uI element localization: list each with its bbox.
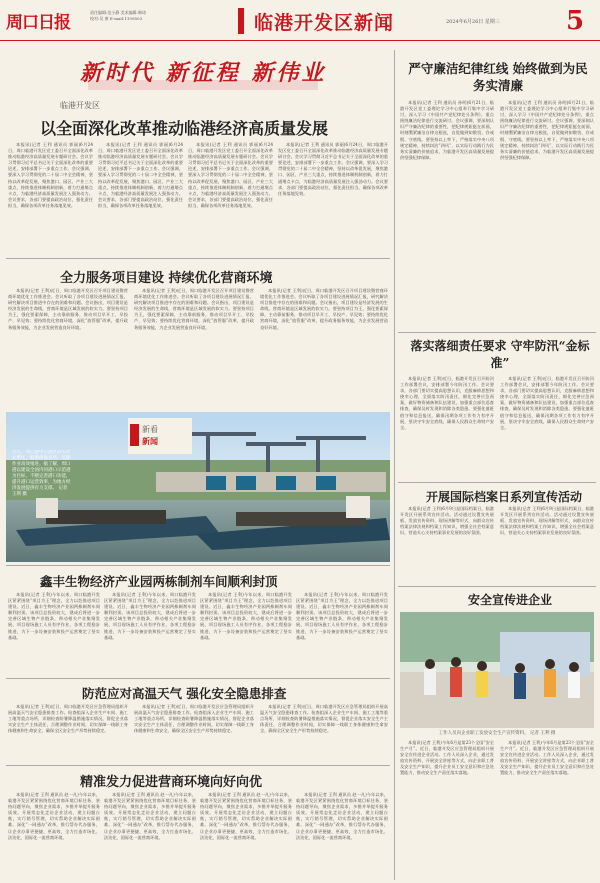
story3-body-col2 xyxy=(104,592,196,674)
story3-body-cont: 本报讯(记者 王利)今年以来，周口临港开发区紧紧围绕“项目为王”理念，全力以赴推进项目建设。近日，鑫丰生物经济产业园两栋制剂车间顺利封顶。该项目总投资较大，建成后将进一步完善区域生物产业链条，带动相关产业集聚发展。项目现场施工人员有序作业，各项工程稳步推进，为下一步设备安装和投产运营奠定了坚实基础。 xyxy=(296,592,388,640)
section-title: 临港开发区新闻 xyxy=(254,12,395,34)
story2-body-col1 xyxy=(8,288,128,410)
divider xyxy=(398,332,596,333)
story6-body-col1 xyxy=(400,100,494,328)
banner-text: 新时代 新征程 新伟业 xyxy=(80,60,327,86)
story5-body-col3 xyxy=(200,792,292,878)
story3-body-col1 xyxy=(8,592,100,674)
story4-body-cont: 本报讯(记者 王利)近日，周口临港开发区应急管理局组织开展高温天气安全隐患排查工作。检查组深入企业生产车间、施工工地等重点场所，详细检查防暑降温措施落实情况，督促企业落实安全生产主体责任，合理调整作业时间，切实保障一线职工身体健康和生命安全，确保全区安全生产形势持续稳定。 xyxy=(134,704,254,734)
newspaper-logo: 周口日报 xyxy=(6,13,70,33)
story2-body-cont: 本报讯(记者 王利)近日，周口临港开发区召开项目建设暨营商环境优化工作推进会。会议听取了各项目建设进展情况汇报，研究解决项目推进中存在的困难和问题。会议指出，项目建设是经济发展的生命线，营商环境是区域发展的软实力。要坚持项目为王，强化要素保障，主动靠前服务，推动项目早开工、早投产、早见效；要持续优化营商环境，深化“放管服”改革，提升政务服务效能，为企业发展营造良好环境。 xyxy=(134,288,254,330)
story3-body-col4 xyxy=(296,592,388,674)
divider xyxy=(398,586,596,587)
story8-body-cont: 本报讯(记者 王利)6月9日是国际档案日，临港开发区开展系列宣传活动。活动通过设置宣传展板、发放宣传资料、现场讲解等形式，向群众宣传档案法律法规和档案工作知识，增强全社会档案意识，营造关心支持档案事业发展的良好氛围。 xyxy=(500,506,594,536)
page-header xyxy=(0,0,600,44)
story9-body-cont: 本报讯(记者 王利)今年6月是第23个全国“安全生产月”。近日，临港开发区应急管理局组织开展安全宣传进企业活动。工作人员深入企业，通过发放宣传资料、开展安全讲座等方式，向企业职工普及安全生产知识，提升企业员工安全意识和应急处置能力，推动安全生产责任落实落地。 xyxy=(500,740,594,776)
lead-body-cont: 本报讯(记者 王利 通讯员 郭丽)6月24日，周口临港开发区党工委召开全面深化改革推动临港经济高质量发展专题研讨会。会议学习贯彻习近平总书记关于全面深化改革的重要论述，安排部署下一步重点工作。会议强调，要深入学习贯彻党的二十届二中全会精神，坚持以改革促发展，聚焦港口、园区、产业三大重点，持续推进体制机制创新，着力打通堵点卡点，为临港经济高质量发展注入强劲动力。会议要求，各部门要提高政治站位，强化责任担当，确保各项改革任务落地见效。 xyxy=(278,142,388,196)
column-separator xyxy=(394,50,395,880)
section-marker xyxy=(238,8,244,34)
divider xyxy=(6,565,390,566)
story2-body-cont: 本报讯(记者 王利)近日，周口临港开发区召开项目建设暨营商环境优化工作推进会。会议听取了各项目建设进展情况汇报，研究解决项目推进中存在的困难和问题。会议指出，项目建设是经济发展的生命线，营商环境是区域发展的软实力。要坚持项目为王，强化要素保障，主动靠前服务，推动项目早开工、早投产、早见效；要持续优化营商环境，深化“放管服”改革，提升政务服务效能，为企业发展营造良好环境。 xyxy=(260,288,388,330)
story3-body-cont: 本报讯(记者 王利)今年以来，周口临港开发区紧紧围绕“项目为王”理念，全力以赴推进项目建设。近日，鑫丰生物经济产业园两栋制剂车间顺利封顶。该项目总投资较大，建成后将进一步完善区域生物产业链条，带动相关产业集聚发展。项目现场施工人员有序作业，各项工程稳步推进，为下一步设备安装和投产运营奠定了坚实基础。 xyxy=(104,592,196,640)
editor-line-2: 校对:吴 康 E-mail:1199503 xyxy=(90,16,143,21)
badge-top: 新看 xyxy=(142,425,158,434)
lead-body-col4 xyxy=(278,142,388,252)
story6-body: 本报讯(记者 王利 通讯员 孙明)6月21日，临港开发区党工委理论学习中心组举行集中学习研讨，深入学习《中国共产党纪律处分条例》，重点围绕廉洁纪律进行交流研讨。会议强调，要深刻认识严守廉洁纪律的重要性，把纪律规矩挺在前面，时刻绷紧廉洁自律这根弦，自觉做到知敬畏、存戒惧、守底线。要坚持以上率下，严格落实中央八项规定精神，持续纠治“四风”，以实际行动践行为民务实清廉的价值追求，为临港开发区高质量发展提供坚强纪律保障。 xyxy=(400,100,494,160)
story5-body-cont: 本报讯(记者 王利 通讯员 赵一凡)今年以来，临港开发区紧紧围绕优化营商环境目标任务，坚持问题导向，聚焦企业需求，多措并举提升服务质效。开展常态化走访企业活动，建立问题台账，实行销号管理，切实帮助企业解决实际困难。深化“一网通办”改革，推行帮办代办服务，让企业办事更便捷、更高效，全力打造市场化、法治化、国际化一流营商环境。 xyxy=(296,792,388,840)
story6-body-col2 xyxy=(500,100,594,328)
divider xyxy=(398,482,596,483)
issue-date: 2024年6月26日 星期三 xyxy=(446,19,500,25)
story3-headline: 鑫丰生物经济产业园两栋制剂车间顺利封顶 xyxy=(40,574,278,589)
story2-headline: 全力服务项目建设 持续优化营商环境 xyxy=(60,271,273,286)
badge-bottom: 新闻 xyxy=(142,436,158,446)
divider xyxy=(6,765,390,766)
story5-body-col1 xyxy=(8,792,100,878)
story2-body: 本报讯(记者 王利)近日，周口临港开发区召开项目建设暨营商环境优化工作推进会。会议听取了各项目建设进展情况汇报，研究解决项目推进中存在的困难和问题。会议指出，项目建设是经济发展的生命线，营商环境是区域发展的软实力。要坚持项目为王，强化要素保障，主动靠前服务，推动项目早开工、早投产、早见效；要持续优化营商环境，深化“放管服”改革，提升政务服务效能，为企业发展营造良好环境。 xyxy=(8,288,128,330)
divider xyxy=(6,258,390,259)
story4-body-cont: 本报讯(记者 王利)近日，周口临港开发区应急管理局组织开展高温天气安全隐患排查工作。检查组深入企业生产车间、施工工地等重点场所，详细检查防暑降温措施落实情况，督促企业落实安全生产主体责任，合理调整作业时间，切实保障一线职工身体健康和生命安全，确保全区安全生产形势持续稳定。 xyxy=(260,704,388,734)
story5-body-cont: 本报讯(记者 王利 通讯员 赵一凡)今年以来，临港开发区紧紧围绕优化营商环境目标任务，坚持问题导向，聚焦企业需求，多措并举提升服务质效。开展常态化走访企业活动，建立问题台账，实行销号管理，切实帮助企业解决实际困难。深化“一网通办”改革，推行帮办代办服务，让企业办事更便捷、更高效，全力打造市场化、法治化、国际化一流营商环境。 xyxy=(104,792,196,840)
story6-body-cont: 本报讯(记者 王利 通讯员 孙明)6月21日，临港开发区党工委理论学习中心组举行集中学习研讨，深入学习《中国共产党纪律处分条例》，重点围绕廉洁纪律进行交流研讨。会议强调，要深刻认识严守廉洁纪律的重要性，把纪律规矩挺在前面，时刻绷紧廉洁自律这根弦，自觉做到知敬畏、存戒惧、守底线。要坚持以上率下，严格落实中央八项规定精神，持续纠治“四风”，以实际行动践行为民务实清廉的价值追求，为临港开发区高质量发展提供坚强纪律保障。 xyxy=(500,100,594,160)
story6-headline: 严守廉洁纪律红线 始终做到为民务实清廉 xyxy=(408,61,588,93)
slogan-banner xyxy=(40,52,340,96)
story4-headline: 防范应对高温天气 强化安全隐患排查 xyxy=(82,686,287,701)
story9-body-col2 xyxy=(500,740,594,878)
port-photo-caption: 近日，周口港中心港区码头作业繁忙，船舶停靠有序，装卸作业高效推进。据了解，周口港以建设全国内河港口示范港为目标，不断完善港口功能，提升港口运营效率，为地方经济发展提供有力支撑。 记者 王利 摄 xyxy=(12,450,71,497)
story9-body-col1 xyxy=(400,740,494,878)
story4-body-col2 xyxy=(134,704,254,762)
story5-body-col4 xyxy=(296,792,388,878)
story8-body-col2 xyxy=(500,506,594,582)
story4-body-col1 xyxy=(8,704,128,762)
story7-body-col2 xyxy=(500,376,594,478)
editor-info xyxy=(90,10,220,22)
divider xyxy=(6,678,390,679)
lead-body-cont: 本报讯(记者 王利 通讯员 郭丽)6月24日，周口临港开发区党工委召开全面深化改革推动临港经济高质量发展专题研讨会。会议学习贯彻习近平总书记关于全面深化改革的重要论述，安排部署下一步重点工作。会议强调，要深入学习贯彻党的二十届二中全会精神，坚持以改革促发展，聚焦港口、园区、产业三大重点，持续推进体制机制创新，着力打通堵点卡点，为临港经济高质量发展注入强劲动力。会议要求，各部门要提高政治站位，强化责任担当，确保各项改革任务落地见效。 xyxy=(188,142,273,208)
story5-body-col2 xyxy=(104,792,196,878)
news-badge xyxy=(128,418,192,454)
story4-body-col3 xyxy=(260,704,388,762)
story3-body: 本报讯(记者 王利)今年以来，周口临港开发区紧紧围绕“项目为王”理念，全力以赴推进项目建设。近日，鑫丰生物经济产业园两栋制剂车间顺利封顶。该项目总投资较大，建成后将进一步完善区域生物产业链条，带动相关产业集聚发展。项目现场施工人员有序作业，各项工程稳步推进，为下一步设备安装和投产运营奠定了坚实基础。 xyxy=(8,592,100,640)
story2-body-col3 xyxy=(260,288,388,410)
story9-headline: 安全宣传进企业 xyxy=(467,593,552,607)
story7-body: 本报讯(记者 王利)近日，临港开发区召开防汛工作部署会议，安排部署今年防汛工作。会议要求，各部门要切实提高思想认识，克服麻痹思想和侥幸心理，全面落实防汛责任，细化完善应急预案，做好物资储备和队伍建设，加强重点部位巡查排查，确保及时发现和消除各类隐患。要强化值班值守和信息报送，确保汛期各项工作有力有序开展，坚决守牢安全底线，确保人民群众生命财产安全。 xyxy=(400,376,494,430)
lead-body-col1 xyxy=(8,142,93,252)
safety-photo-caption: 工作人员向企业职工发放安全生产宣传资料。 记者 王利 摄 xyxy=(438,731,556,736)
story2-body-col2 xyxy=(134,288,254,410)
lead-body-col2 xyxy=(98,142,183,252)
story8-body-col1 xyxy=(400,506,494,582)
safety-photo xyxy=(400,612,594,728)
story9-body: 本报讯(记者 王利)今年6月是第23个全国“安全生产月”。近日，临港开发区应急管理局组织开展安全宣传进企业活动。工作人员深入企业，通过发放宣传资料、开展安全讲座等方式，向企业职工普及安全生产知识，提升企业员工安全意识和应急处置能力，推动安全生产责任落实落地。 xyxy=(400,740,494,776)
story3-body-cont: 本报讯(记者 王利)今年以来，周口临港开发区紧紧围绕“项目为王”理念，全力以赴推进项目建设。近日，鑫丰生物经济产业园两栋制剂车间顺利封顶。该项目总投资较大，建成后将进一步完善区域生物产业链条，带动相关产业集聚发展。项目现场施工人员有序作业，各项工程稳步推进，为下一步设备安装和投产运营奠定了坚实基础。 xyxy=(200,592,292,640)
lead-body-col3 xyxy=(188,142,273,252)
story5-headline: 精准发力促进营商环境向好向优 xyxy=(80,775,263,790)
lead-headline: 以全面深化改革推动临港经济高质量发展 xyxy=(40,119,329,138)
page-number: 5 xyxy=(566,6,585,36)
story4-body: 本报讯(记者 王利)近日，周口临港开发区应急管理局组织开展高温天气安全隐患排查工作。检查组深入企业生产车间、施工工地等重点场所，详细检查防暑降温措施落实情况，督促企业落实安全生产主体责任，合理调整作业时间，切实保障一线职工身体健康和生命安全，确保全区安全生产形势持续稳定。 xyxy=(8,704,128,734)
safety-photo-image xyxy=(400,612,594,728)
story8-body: 本报讯(记者 王利)6月9日是国际档案日，临港开发区开展系列宣传活动。活动通过设置宣传展板、发放宣传资料、现场讲解等形式，向群众宣传档案法律法规和档案工作知识，增强全社会档案意识，营造关心支持档案事业发展的良好氛围。 xyxy=(400,506,494,536)
story7-body-col1 xyxy=(400,376,494,478)
badge-flag-icon xyxy=(130,424,139,446)
story7-headline: 落实落细责任要求 守牢防汛“金标准” xyxy=(410,339,590,370)
story8-headline: 开展国际档案日系列宣传活动 xyxy=(425,490,582,504)
story3-body-col3 xyxy=(200,592,292,674)
lead-body: 本报讯(记者 王利 通讯员 郭丽)6月24日，周口临港开发区党工委召开全面深化改革推动临港经济高质量发展专题研讨会。会议学习贯彻习近平总书记关于全面深化改革的重要论述，安排部署下一步重点工作。会议强调，要深入学习贯彻党的二十届二中全会精神，坚持以改革促发展，聚焦港口、园区、产业三大重点，持续推进体制机制创新，着力打通堵点卡点，为临港经济高质量发展注入强劲动力。会议要求，各部门要提高政治站位，强化责任担当，确保各项改革任务落地见效。 xyxy=(8,142,93,208)
story5-body-cont: 本报讯(记者 王利 通讯员 赵一凡)今年以来，临港开发区紧紧围绕优化营商环境目标任务，坚持问题导向，聚焦企业需求，多措并举提升服务质效。开展常态化走访企业活动，建立问题台账，实行销号管理，切实帮助企业解决实际困难。深化“一网通办”改革，推行帮办代办服务，让企业办事更便捷、更高效，全力打造市场化、法治化、国际化一流营商环境。 xyxy=(200,792,292,840)
header-divider xyxy=(0,40,600,41)
story5-body: 本报讯(记者 王利 通讯员 赵一凡)今年以来，临港开发区紧紧围绕优化营商环境目标任务，坚持问题导向，聚焦企业需求，多措并举提升服务质效。开展常态化走访企业活动，建立问题台账，实行销号管理，切实帮助企业解决实际困难。深化“一网通办”改革，推行帮办代办服务，让企业办事更便捷、更高效，全力打造市场化、法治化、国际化一流营商环境。 xyxy=(8,792,100,840)
editor-line-1: 责任编辑:范小静 美术编辑:韩琦 xyxy=(90,10,146,15)
lead-body-cont: 本报讯(记者 王利 通讯员 郭丽)6月24日，周口临港开发区党工委召开全面深化改革推动临港经济高质量发展专题研讨会。会议学习贯彻习近平总书记关于全面深化改革的重要论述，安排部署下一步重点工作。会议强调，要深入学习贯彻党的二十届二中全会精神，坚持以改革促发展，聚焦港口、园区、产业三大重点，持续推进体制机制创新，着力打通堵点卡点，为临港经济高质量发展注入强劲动力。会议要求，各部门要提高政治站位，强化责任担当，确保各项改革任务落地见效。 xyxy=(98,142,183,208)
story7-body-cont: 本报讯(记者 王利)近日，临港开发区召开防汛工作部署会议，安排部署今年防汛工作。会议要求，各部门要切实提高思想认识，克服麻痹思想和侥幸心理，全面落实防汛责任，细化完善应急预案，做好物资储备和队伍建设，加强重点部位巡查排查，确保及时发现和消除各类隐患。要强化值班值守和信息报送，确保汛期各项工作有力有序开展，坚决守牢安全底线，确保人民群众生命财产安全。 xyxy=(500,376,594,430)
lead-kicker: 临港开发区 xyxy=(60,101,100,110)
